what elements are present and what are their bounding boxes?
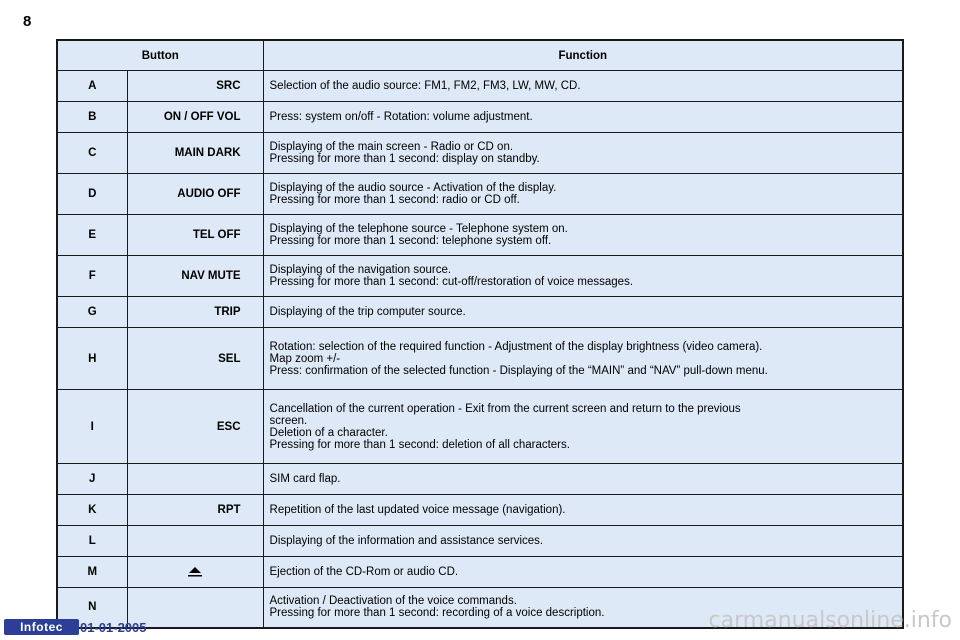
row-letter: N bbox=[57, 588, 127, 628]
row-button-label bbox=[127, 557, 263, 588]
row-function: Displaying of the trip computer source. bbox=[263, 297, 903, 328]
row-function: Displaying of the telephone source - Telephone system on. Pressing for more than 1 second: telephone system off. bbox=[263, 215, 903, 256]
row-function: Displaying of the navigation source. Pressing for more than 1 second: cut-off/restoration of voice messages. bbox=[263, 256, 903, 297]
header-button: Button bbox=[57, 40, 263, 71]
row-letter: M bbox=[57, 557, 127, 588]
table-row bbox=[57, 297, 903, 328]
row-letter: I bbox=[57, 390, 127, 464]
eject-icon bbox=[186, 566, 204, 578]
row-button-label: MAIN DARK bbox=[127, 133, 263, 174]
row-button-label bbox=[127, 588, 263, 628]
row-button-label: NAV MUTE bbox=[127, 256, 263, 297]
table-row bbox=[57, 495, 903, 526]
row-button-label: ON / OFF VOL bbox=[127, 102, 263, 133]
table-row bbox=[57, 328, 903, 390]
watermark: carmanualsonline.info bbox=[708, 608, 952, 633]
row-button-label bbox=[127, 464, 263, 495]
button-function-table bbox=[56, 39, 904, 629]
table-row bbox=[57, 174, 903, 215]
row-button-label bbox=[127, 526, 263, 557]
row-button-label: ESC bbox=[127, 390, 263, 464]
row-letter: F bbox=[57, 256, 127, 297]
row-function: SIM card flap. bbox=[263, 464, 903, 495]
row-letter: D bbox=[57, 174, 127, 215]
header-function: Function bbox=[263, 40, 903, 71]
table-row bbox=[57, 133, 903, 174]
row-function: Press: system on/off - Rotation: volume adjustment. bbox=[263, 102, 903, 133]
row-letter: J bbox=[57, 464, 127, 495]
table-row bbox=[57, 464, 903, 495]
page-number: 8 bbox=[23, 13, 32, 30]
row-letter: E bbox=[57, 215, 127, 256]
row-function: Selection of the audio source: FM1, FM2, FM3, LW, MW, CD. bbox=[263, 71, 903, 102]
row-function: Rotation: selection of the required function - Adjustment of the display brightness (video camera). Map zoom +/- Press: confirmation of the selected function - Displaying of the “MAIN” and “NAV” pull-down menu. bbox=[263, 328, 903, 390]
row-function: Displaying of the audio source - Activation of the display. Pressing for more than 1 second: radio or CD off. bbox=[263, 174, 903, 215]
row-letter: A bbox=[57, 71, 127, 102]
table-row bbox=[57, 256, 903, 297]
table-row bbox=[57, 526, 903, 557]
table-header-row bbox=[57, 40, 903, 71]
row-function: Cancellation of the current operation - Exit from the current screen and return to the previous screen. Deletion of a character. Pressing for more than 1 second: deletion of all characters. bbox=[263, 390, 903, 464]
infotec-logo: Infotec bbox=[4, 619, 79, 635]
row-function: Repetition of the last updated voice message (navigation). bbox=[263, 495, 903, 526]
table-row bbox=[57, 557, 903, 588]
row-button-label: RPT bbox=[127, 495, 263, 526]
row-letter: B bbox=[57, 102, 127, 133]
table-row bbox=[57, 390, 903, 464]
row-button-label: TEL OFF bbox=[127, 215, 263, 256]
row-button-label: TRIP bbox=[127, 297, 263, 328]
row-button-label: SEL bbox=[127, 328, 263, 390]
row-function: Ejection of the CD-Rom or audio CD. bbox=[263, 557, 903, 588]
row-function: Displaying of the information and assistance services. bbox=[263, 526, 903, 557]
row-button-label: SRC bbox=[127, 71, 263, 102]
row-button-label: AUDIO OFF bbox=[127, 174, 263, 215]
footer-date: 01-01-2005 bbox=[80, 620, 147, 635]
row-letter: H bbox=[57, 328, 127, 390]
table-row bbox=[57, 71, 903, 102]
row-function: Displaying of the main screen - Radio or CD on. Pressing for more than 1 second: display on standby. bbox=[263, 133, 903, 174]
row-letter: K bbox=[57, 495, 127, 526]
row-letter: C bbox=[57, 133, 127, 174]
table-row bbox=[57, 215, 903, 256]
table-row bbox=[57, 102, 903, 133]
row-function: Activation / Deactivation of the voice commands. Pressing for more than 1 second: recording of a voice description. bbox=[263, 588, 903, 628]
row-letter: G bbox=[57, 297, 127, 328]
row-letter: L bbox=[57, 526, 127, 557]
